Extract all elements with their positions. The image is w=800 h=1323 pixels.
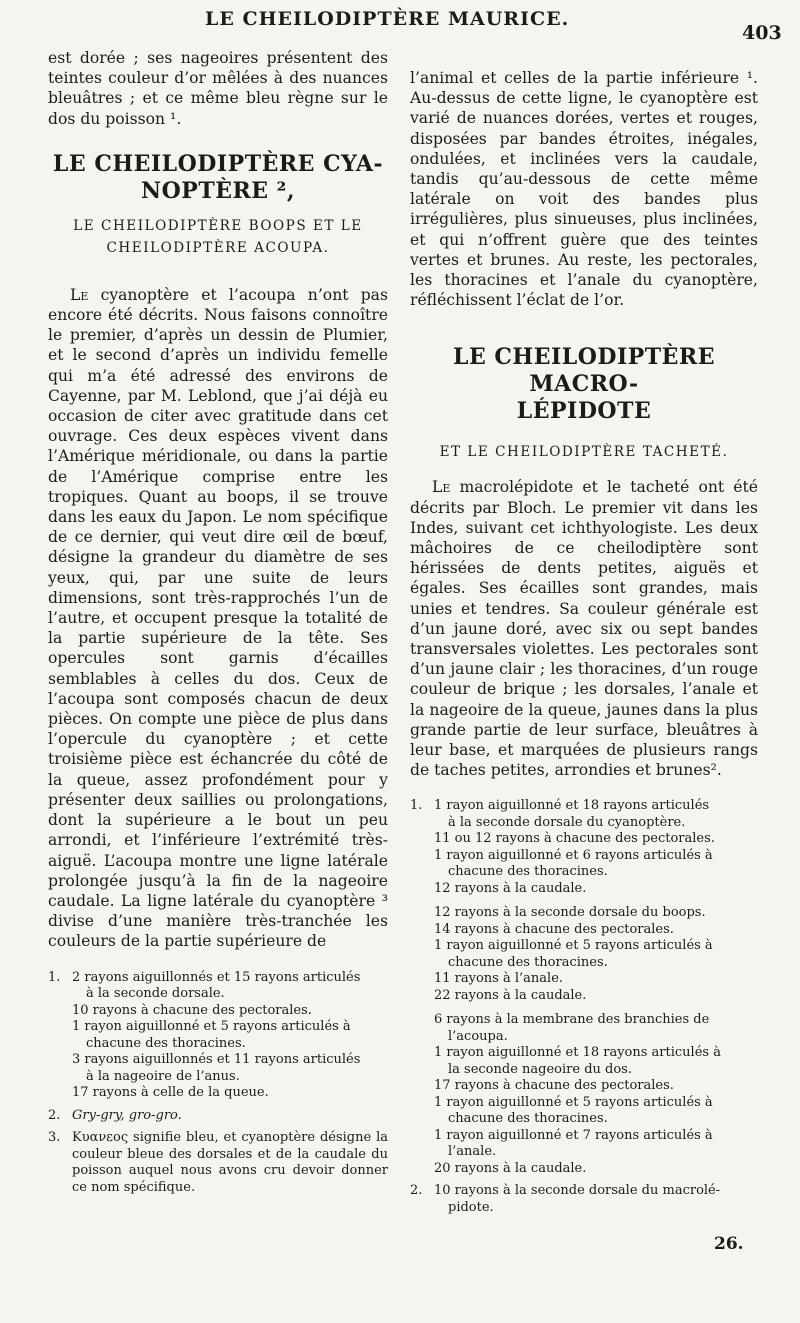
footnote-line: 1 rayon aiguillonné et 18 rayons articulés à	[434, 1045, 721, 1061]
subtitle-line: ET LE CHEILODIPTÈRE TACHETÉ.	[439, 444, 729, 461]
footnote	[48, 1108, 388, 1125]
footnote-line: la seconde nageoire du dos.	[448, 1061, 632, 1077]
right-intro-paragraph: l’animal et celles de la partie inférieure ¹. Au-dessus de cette ligne, le cyanoptère est varié de nuances dorées, vertes et rouges, disposées par bandes étroites, inégales, ondulées, et inclinées vers la caudale, tandis qu’au-dessous de cette même latérale on voit des bandes plus irrégulières, plus sinueuses, plus inclinées, et qui n’offrent guère que des teintes vertes et brunes. Au reste, les pectorales, les thoracines et l’anale du cyanoptère, réfléchissent l’éclat de l’or.	[410, 69, 758, 310]
main-paragraph-text: cyanoptère et l’acoupa n’ont pas encore été décrits. Nous faisons connoître le premier, d’après un dessin de Plumier, et le second d’après un individu femelle qui m’a été adressé des environs de Cayenne, par M. Leblond, que j’ai déjà eu occasion de citer avec gratitude dans cet ouvrage. Ces deux espèces vivent dans l’Amérique méridionale, ou dans la partie de l’Amérique comprise entre les tropiques. Quant au boops, il se trouve dans les eaux du Japon. Le nom spécifique de ce dernier, qui veut dire œil de bœuf, désigne la grandeur du diamètre de ses yeux, qui, par une suite de leurs dimensions, sont très-rapprochés l’un de l’autre, et occupent presque la totalité de la partie supérieure de la tête. Ses opercules sont garnis d’écailles semblables à celles du dos. Ceux de l’acoupa sont composés chacun de deux pièces. On compte une pièce de plus dans l’opercule du cyanoptère ; et cette troisième pièce est échancrée du côté de la queue, assez profondément pour y présenter deux saillies ou prolongations, dont la supérieure a le bout un peu arrondi, et l’inférieure l’extrémité très-aiguë. L’acoupa montre une ligne latérale prolongée jusqu’à la fin de la nageoire caudale. La ligne latérale du cyanoptère ³ divise d’une manière très-tranchée les couleurs de la partie supérieure de	[48, 285, 388, 951]
footnote	[48, 970, 388, 1102]
footnote-line: chacune des thoracines.	[448, 954, 608, 970]
footnote-line: Κυανεος signifie bleu, et cyanoptère désigne la couleur bleue des dorsales et de la caudale du poisson auquel nous avons cru devoir donner ce nom spécifique.	[72, 1130, 388, 1195]
section-title-line: LE CHEILODIPTÈRE CYA-	[52, 150, 384, 177]
footnote-line: Gry-gry, gro-gro.	[72, 1107, 182, 1123]
running-head: LE CHEILODIPTÈRE MAURICE.	[205, 8, 570, 30]
signature-mark: 26.	[714, 1234, 744, 1254]
page-header	[0, 6, 800, 46]
section-title-line: LE CHEILODIPTÈRE MACRO-	[453, 344, 715, 398]
section-title-line: LÉPIDOTE	[516, 398, 652, 425]
footnote-number: 3.	[48, 1130, 61, 1146]
footnote-line: 10 rayons à chacune des pectorales.	[72, 1002, 312, 1018]
footnote-line: 20 rayons à la caudale.	[434, 1160, 587, 1176]
footnote-line: 2 rayons aiguillonnés et 15 rayons articulés	[72, 969, 361, 985]
footnote	[48, 1130, 388, 1196]
footnote-line: chacune des thoracines.	[448, 864, 608, 880]
footnote-line: 3 rayons aiguillonnés et 11 rayons articulés	[72, 1052, 361, 1068]
right-column	[410, 68, 758, 1216]
footnote-line: 17 rayons à celle de la queue.	[72, 1085, 269, 1101]
footnote	[410, 1183, 758, 1216]
drop-word: Le	[432, 478, 451, 497]
subtitle-line: CHEILODIPTÈRE ACOUPA.	[106, 239, 330, 256]
footnote-number: 2.	[48, 1107, 61, 1123]
left-footnotes	[48, 970, 388, 1197]
footnote-line: l’acoupa.	[448, 1028, 508, 1044]
page-number: 403	[742, 22, 782, 44]
right-main-paragraph	[410, 477, 758, 780]
footnote-line: à la seconde dorsale du cyanoptère.	[448, 814, 686, 830]
footnote-number: 2.	[410, 1183, 423, 1199]
footnote-line: 22 rayons à la caudale.	[434, 987, 587, 1003]
footnote-line: chacune des thoracines.	[86, 1035, 246, 1051]
footnote-line: 12 rayons à la seconde dorsale du boops.	[434, 905, 706, 921]
footnote	[410, 798, 758, 1177]
section-subtitle-boops-acoupa	[48, 215, 388, 259]
footnote-line: 12 rayons à la caudale.	[434, 880, 587, 896]
footnote-line: l’anale.	[448, 1144, 497, 1160]
footnote-line: à la seconde dorsale.	[86, 986, 225, 1002]
footnote-line: 1 rayon aiguillonné et 5 rayons articulés à	[434, 938, 713, 954]
left-column	[48, 48, 388, 1196]
section-title-line: NOPTÈRE ²,	[141, 177, 295, 204]
section-title-macrolepidote	[410, 344, 758, 425]
section-title-cyanoptere	[48, 151, 388, 205]
footnote-line: 1 rayon aiguillonné et 7 rayons articulés à	[434, 1127, 713, 1143]
footnote-line: 1 rayon aiguillonné et 5 rayons articulés à	[72, 1019, 351, 1035]
left-main-paragraph	[48, 285, 388, 952]
footnote-line: pidote.	[448, 1199, 494, 1215]
footnote-line: à la nageoire de l’anus.	[86, 1068, 240, 1084]
footnote-line: 11 ou 12 rayons à chacune des pectorales.	[434, 831, 715, 847]
right-footnotes	[410, 798, 758, 1216]
footnote-number: 1.	[48, 969, 61, 985]
footnote-number: 1.	[410, 798, 423, 814]
footnote-line: 1 rayon aiguillonné et 18 rayons articulés	[434, 798, 710, 814]
footnote-line: chacune des thoracines.	[448, 1111, 608, 1127]
drop-word: Le	[70, 285, 89, 304]
footnote-line: 1 rayon aiguillonné et 5 rayons articulés à	[434, 1094, 713, 1110]
footnote-line: 1 rayon aiguillonné et 6 rayons articulés à	[434, 847, 713, 863]
left-intro-paragraph: est dorée ; ses nageoires présentent des teintes couleur d’or mêlées à des nuances bleuâtres ; et ce même bleu règne sur le dos du poisson ¹.	[48, 49, 388, 128]
subtitle-line: LE CHEILODIPTÈRE BOOPS ET LE	[73, 217, 363, 234]
footnote-line: 17 rayons à chacune des pectorales.	[434, 1078, 674, 1094]
footnote-line: 14 rayons à chacune des pectorales.	[434, 921, 674, 937]
footnote-line: 6 rayons à la membrane des branchies de	[434, 1012, 710, 1028]
section-subtitle-tachete	[410, 441, 758, 463]
footnote-line: 11 rayons à l’anale.	[434, 971, 564, 987]
main-paragraph-text: macrolépidote et le tacheté ont été décrits par Bloch. Le premier vit dans les Indes, suivant cet ichthyologiste. Les deux mâchoires de ce cheilodiptère sont hérissées de dents petites, aiguës et égales. Ses écailles sont grandes, mais unies et tendres. Sa couleur générale est d’un jaune doré, avec six ou sept bandes transversales violettes. Les pectorales sont d’un jaune clair ; les thoracines, d’un rouge couleur de brique ; les dorsales, l’anale et la nageoire de la queue, jaunes dans la plus grande partie de leur surface, bleuâtres à leur base, et marquées de plusieurs rangs de taches petites, arrondies et brunes².	[410, 478, 758, 780]
footnote-line: 10 rayons à la seconde dorsale du macrolé-	[434, 1183, 721, 1199]
